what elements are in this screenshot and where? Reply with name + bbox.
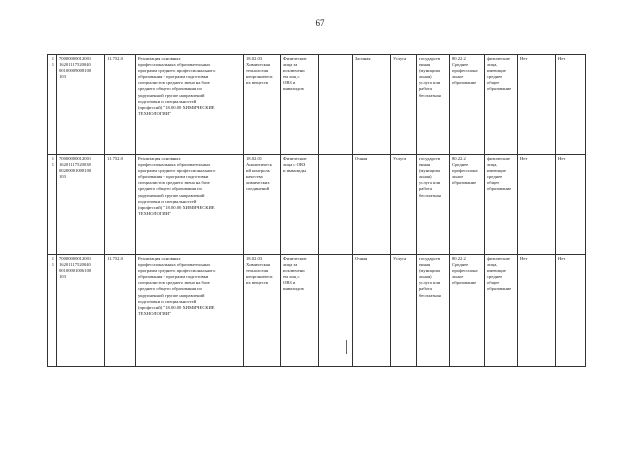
payment-type: государств енная (муниципа льная) услуга или работа бесплатная [419,256,441,298]
flag-cell: Нет [520,256,528,261]
consumer-category-cell [281,155,319,255]
flag-cell: Нет [558,56,566,61]
empty-cell-cell [319,155,353,255]
empty-cell-cell [319,55,353,155]
service-code-cell [105,255,136,367]
registry-number-cell [57,255,105,367]
service-code-cell [105,55,136,155]
registry-number: 70000000012001 16201117520040 00100001006100 103 [59,256,92,280]
row-number-cell [48,155,57,255]
service-name-cell [136,255,244,367]
payment-type-cell [417,255,450,367]
registry-body [48,55,586,367]
flag-cell-cell [518,155,556,255]
flag-cell: Нет [558,256,566,261]
payment-type: государств енная (муниципа льная) услуга или работа бесплатная [419,56,441,98]
consumer-category-cell [281,255,319,367]
scan-mark [346,340,347,354]
payment-type: государств енная (муниципа льная) услуга или работа бесплатная [419,156,441,198]
education-level-cell [450,155,485,255]
specialty: 18.02.03 Химическая технология неорганическ их веществ [246,56,273,86]
study-form-cell [353,155,391,255]
consumer-persons: физические лица, имеющие среднее общее образование [487,56,512,92]
study-form-cell [353,55,391,155]
consumer-persons: физические лица, имеющие среднее общее образование [487,256,512,292]
consumer-persons-cell [485,155,518,255]
registry-number-cell [57,155,105,255]
service-name-cell [136,155,244,255]
specialty: 18.02.01 Аналитическ ий контроль качества химических соединений [246,156,272,192]
education-level: 80.22.2 Среднее профессиона льное образование [452,256,478,286]
consumer-category: Физические лица за исключени ем лиц с ОВЗ и инвалидов [283,56,307,92]
study-form: Очная [355,156,368,161]
flag-cell-cell [518,255,556,367]
consumer-persons: физические лица, имеющие среднее общее образование [487,156,512,192]
flag-cell: Нет [520,156,528,161]
specialty-cell [244,255,281,367]
flag-cell-cell [556,55,586,155]
specialty-cell [244,55,281,155]
registry-number: 70000000012001 16201117520040 00100009008100 103 [59,56,92,80]
education-level-cell [450,255,485,367]
table-row [48,155,586,255]
row-number: 11 [51,56,54,68]
study-form-cell [353,255,391,367]
flag-cell-cell [556,155,586,255]
row-number: 11 [51,256,54,268]
payment-type-cell [417,55,450,155]
consumer-persons-cell [485,255,518,367]
study-form: Заочная [355,56,371,61]
row-number: 11 [51,156,54,168]
registry-table [47,54,586,367]
registry-number: 70000000012001 16201117520038 00200001008100 103 [59,156,92,180]
item-kind-cell [391,255,417,367]
service-code: 11.752.0 [107,56,123,61]
service-code-cell [105,155,136,255]
table-row [48,55,586,155]
education-level-cell [450,55,485,155]
item-kind: Услуга [393,256,407,261]
flag-cell: Нет [520,56,528,61]
table-row [48,255,586,367]
flag-cell-cell [556,255,586,367]
specialty-cell [244,155,281,255]
consumer-category: Физические лица с ОВЗ и инвалиды [283,156,307,174]
study-form: Очная [355,256,368,261]
consumer-persons-cell [485,55,518,155]
row-number-cell [48,255,57,367]
service-code: 11.752.0 [107,156,123,161]
education-level: 80.22.2 Среднее профессиона льное образование [452,56,478,86]
payment-type-cell [417,155,450,255]
service-name-cell [136,55,244,155]
row-number-cell [48,55,57,155]
consumer-category-cell [281,55,319,155]
item-kind: Услуга [393,56,407,61]
registry-number-cell [57,55,105,155]
flag-cell: Нет [558,156,566,161]
item-kind-cell [391,55,417,155]
service-name: Реализация основных профессиональных образовательных программ среднего профессионального образования - программ подготовки специалистов среднего звена на базе среднего общего образования по укрупненной группе направлений подготовки и специальностей (профессий) "18.00.00 ХИМИЧЕСКИЕ ТЕХНОЛОГИИ" [138,256,216,316]
empty-cell-cell [319,255,353,367]
flag-cell-cell [518,55,556,155]
specialty: 18.02.03 Химическая технология неорганическ их веществ [246,256,273,286]
page-number: 67 [315,18,325,28]
item-kind: Услуга [393,156,407,161]
service-name: Реализация основных профессиональных образовательных программ среднего профессионального образования - программ подготовки специалистов среднего звена на базе среднего общего образования по укрупненной группе направлений подготовки и специальностей (профессий) "18.00.00 ХИМИЧЕСКИЕ ТЕХНОЛОГИИ" [138,56,216,116]
education-level: 80.22.2 Среднее профессиона льное образование [452,156,478,186]
consumer-category: Физические лица за исключени ем лиц с ОВЗ и инвалидов [283,256,307,292]
service-name: Реализация основных профессиональных образовательных программ среднего профессионального образования - программ подготовки специалистов среднего звена на базе среднего общего образования по укрупненной группе направлений подготовки и специальностей (профессий) "18.00.00 ХИМИЧЕСКИЕ ТЕХНОЛОГИИ" [138,156,216,216]
item-kind-cell [391,155,417,255]
service-code: 11.752.0 [107,256,123,261]
